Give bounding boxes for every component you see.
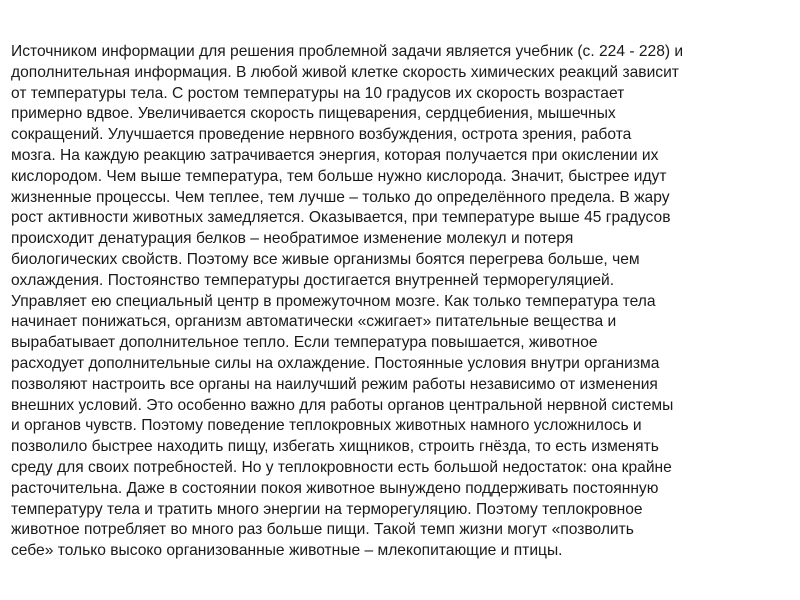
text-line: позволило быстрее находить пищу, избегать хищников, строить гнёзда, то есть изменять xyxy=(11,438,659,456)
text-line: расточительна. Даже в состоянии покоя животное вынуждено поддерживать постоянную xyxy=(11,479,659,497)
text-line: вырабатывает дополнительное тепло. Если температура повышается, животное xyxy=(11,334,598,352)
text-line: жизненные процессы. Чем теплее, тем лучше – только до определённого предела. В жару xyxy=(11,188,670,206)
text-line: дополнительная информация. В любой живой клетке скорость химических реакций зависит xyxy=(11,63,679,81)
text-line: Управляет ею специальный центр в промежуточном мозге. Как только температура тела xyxy=(11,292,656,310)
text-line: и органов чувств. Поэтому поведение теплокровных животных намного усложнилось и xyxy=(11,417,642,435)
text-line: внешних условий. Это особенно важно для работы органов центральной нервной системы xyxy=(11,396,674,414)
text-line: происходит денатурация белков – необратимое изменение молекул и потеря xyxy=(11,230,574,248)
text-line: от температуры тела. С ростом температуры на 10 градусов их скорость возрастает xyxy=(11,84,625,102)
text-line: биологических свойств. Поэтому все живые организмы боятся перегрева больше, чем xyxy=(11,250,640,268)
text-line: расходует дополнительные силы на охлаждение. Постоянные условия внутри организма xyxy=(11,354,660,372)
text-line: животное потребляет во много раз больше пищи. Такой темп жизни могут «позволить xyxy=(11,521,634,539)
text-line: Источником информации для решения проблемной задачи является учебник (с. 224 - 228) и xyxy=(11,43,684,60)
text-line: позволяют настроить все органы на наилучший режим работы независимо от изменения xyxy=(11,375,658,393)
text-line: примерно вдвое. Увеличивается скорость пищеварения, сердцебиения, мышечных xyxy=(11,105,616,123)
text-line: сокращений. Улучшается проведение нервного возбуждения, острота зрения, работа xyxy=(11,126,632,144)
text-line: мозга. На каждую реакцию затрачивается энергия, которая получается при окислении их xyxy=(11,146,659,164)
text-line: начинает понижаться, организм автоматически «сжигает» питательные вещества и xyxy=(11,313,617,331)
text-line: температуру тела и тратить много энергии на терморегуляцию. Поэтому теплокровное xyxy=(11,500,643,518)
text-line: рост активности животных замедляется. Оказывается, при температуре выше 45 градусов xyxy=(11,209,671,227)
text-line: кислородом. Чем выше температура, тем больше нужно кислорода. Значит, быстрее идут xyxy=(11,167,667,185)
text-line: охлаждения. Постоянство температуры достигается внутренней терморегуляцией. xyxy=(11,271,615,289)
text-line: среду для своих потребностей. Но у теплокровности есть большой недостаток: она крайне xyxy=(11,458,672,476)
text-line: себе» только высоко организованные животные – млекопитающие и птицы. xyxy=(11,542,563,560)
body-paragraph xyxy=(11,42,796,562)
